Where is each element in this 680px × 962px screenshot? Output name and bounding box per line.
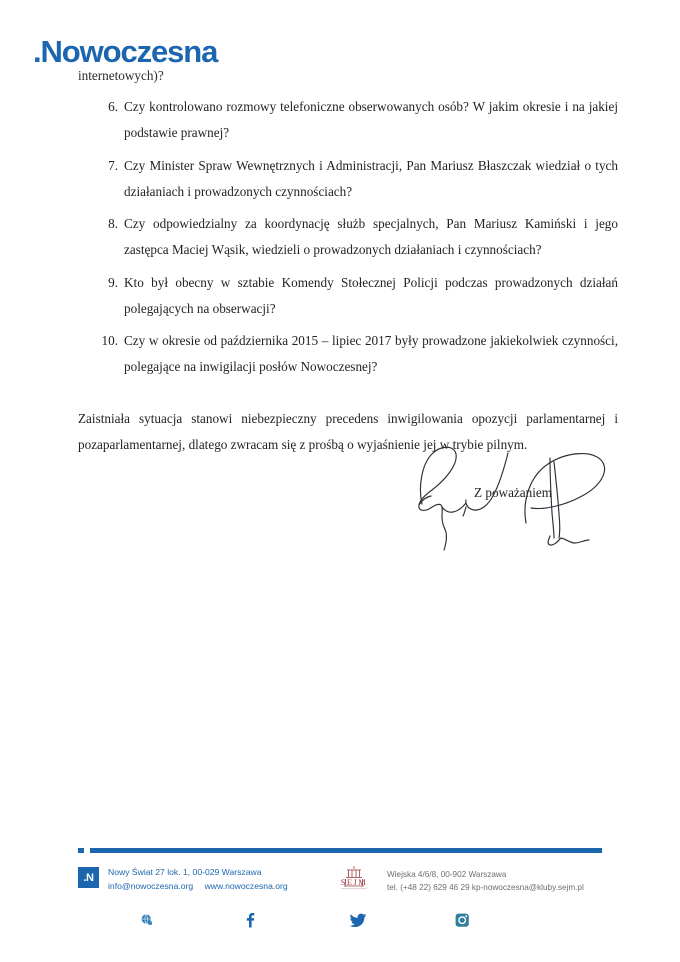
footer-party-contact [78, 866, 297, 894]
party-email[interactable]: info@nowoczesna.org [108, 880, 194, 891]
facebook-icon [245, 912, 256, 928]
list-item [78, 153, 618, 204]
page-footer [0, 838, 680, 962]
list-item-text: Czy kontrolowano rozmowy telefoniczne obserwowanych osób? W jakim okresie i na jakiej podstawie prawnej? [124, 99, 618, 141]
party-contact-row [108, 880, 297, 894]
footer-divider [78, 848, 602, 853]
list-item-text: Kto był obecny w sztabie Komendy Stołecznej Policji podczas prowadzonych działań polegających na obserwacji? [124, 274, 618, 316]
n-badge-icon: .N [78, 867, 99, 888]
list-item-text: Czy w okresie od października 2015 – lipiec 2017 były prowadzone jakiekolwiek czynności, polegające na inwigilacji posłów Nowoczesnej? [124, 333, 618, 375]
party-contact-lines [108, 866, 297, 894]
instagram-icon [455, 913, 470, 928]
list-item [78, 211, 618, 262]
list-item-number: 9. [108, 274, 118, 290]
nowoczesna-logo: .Nowoczesna [33, 34, 218, 69]
social-link-twitter[interactable] [350, 910, 455, 930]
list-item [78, 270, 618, 321]
list-item [78, 328, 618, 379]
list-item [78, 94, 618, 145]
list-item-number: 6. [108, 99, 118, 115]
social-link-web[interactable] [140, 910, 245, 930]
signoff-text: Z poważaniem [474, 484, 552, 500]
party-website[interactable]: www.nowoczesna.org [204, 880, 288, 891]
social-link-instagram[interactable] [455, 910, 560, 930]
sejm-logo-icon [333, 864, 375, 892]
list-item-text: Czy Minister Spraw Wewnętrznych i Administracji, Pan Mariusz Błaszczak wiedział o tych działaniach i prowadzonych czynnościach? [124, 157, 618, 199]
continuation-line: internetowych)? [78, 68, 164, 83]
footer-sejm-contact [333, 864, 584, 895]
sejm-address: Wiejska 4/6/8, 00-902 Warszawa [387, 870, 507, 879]
web-globe-icon [140, 913, 154, 927]
handwritten-signature [398, 428, 628, 558]
list-item-number: 8. [108, 216, 118, 232]
party-address: Nowy Świat 27 lok. 1, 00-029 Warszawa [108, 867, 262, 877]
sejm-phone-email[interactable]: tel. (+48 22) 629 46 29 kp-nowoczesna@kluby.sejm.pl [387, 883, 584, 893]
divider-bar [90, 848, 602, 853]
list-item-text: Czy odpowiedzialny za koordynację służb specjalnych, Pan Mariusz Kamiński i jego zastępca Maciej Wąsik, wiedzieli o prowadzonych działaniach i czynnościach? [124, 216, 618, 258]
list-item-number: 7. [108, 157, 118, 173]
divider-dot [78, 848, 84, 853]
list-item-number: 10. [101, 333, 118, 349]
social-icons-row [140, 910, 560, 930]
twitter-icon [350, 913, 367, 927]
sejm-contact-lines [387, 864, 584, 895]
svg-text:SEJM: SEJM [340, 877, 368, 887]
closing-paragraph: Zaistniała sytuacja stanowi niebezpieczny precedens inwigilowania opozycji parlamentarnej i pozaparlamentarnej, dlatego zwracam się z prośbą o wyjaśnienie jej w trybie pilnym. [78, 410, 618, 453]
social-link-facebook[interactable] [245, 910, 350, 930]
question-list [78, 94, 618, 379]
